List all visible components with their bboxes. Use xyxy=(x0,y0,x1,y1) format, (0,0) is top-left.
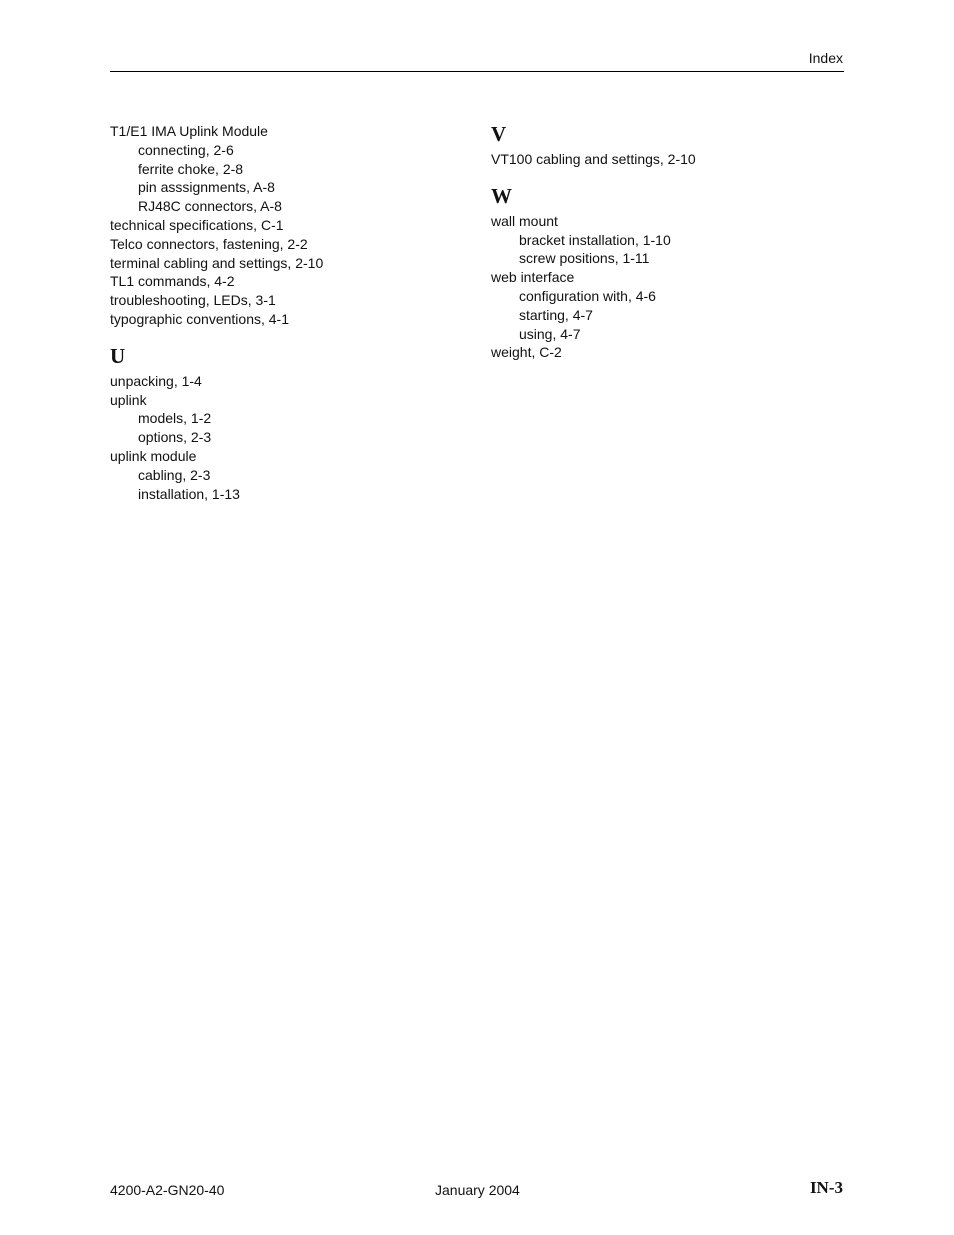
index-subentry: connecting, 2-6 xyxy=(138,141,234,158)
index-subentry: cabling, 2-3 xyxy=(138,466,211,483)
index-entry: troubleshooting, LEDs, 3-1 xyxy=(110,292,276,309)
section-letter: V xyxy=(491,122,507,146)
index-entry: technical specifications, C-1 xyxy=(110,216,284,233)
running-header: Index xyxy=(808,50,843,66)
header-rule xyxy=(110,71,844,72)
section-letter: W xyxy=(491,183,512,208)
index-entry: unpacking, 1-4 xyxy=(110,372,202,389)
index-section xyxy=(110,122,470,329)
index-subentry: using, 4-7 xyxy=(519,325,581,342)
index-section xyxy=(491,122,851,169)
index-entry: T1/E1 IMA Uplink Module xyxy=(110,123,268,139)
index-entry: wall mount xyxy=(491,212,558,229)
index-column-right xyxy=(491,122,851,377)
index-subentry: bracket installation, 1-10 xyxy=(519,231,671,248)
index-subentry: installation, 1-13 xyxy=(138,485,240,502)
index-entry: terminal cabling and settings, 2-10 xyxy=(110,254,324,271)
index-entry: typographic conventions, 4-1 xyxy=(110,310,289,327)
index-subentry: RJ48C connectors, A-8 xyxy=(138,198,282,215)
index-subentry: screw positions, 1-11 xyxy=(519,250,650,267)
index-entry: web interface xyxy=(491,269,575,286)
index-column-left xyxy=(110,122,470,518)
index-entry: Telco connectors, fastening, 2-2 xyxy=(110,235,308,252)
footer-page-number: IN-3 xyxy=(809,1178,843,1197)
index-subentry: pin asssignments, A-8 xyxy=(138,179,275,196)
index-subentry: options, 2-3 xyxy=(138,429,212,446)
index-subentry: configuration with, 4-6 xyxy=(519,287,656,304)
index-section xyxy=(110,344,470,504)
index-subentry: ferrite choke, 2-8 xyxy=(138,160,244,177)
index-subentry: models, 1-2 xyxy=(138,410,212,427)
footer-date: January 2004 xyxy=(435,1182,520,1198)
index-subentry: starting, 4-7 xyxy=(519,306,593,323)
index-entry: uplink xyxy=(110,391,147,408)
index-entry: TL1 commands, 4-2 xyxy=(110,273,235,290)
index-entry: uplink module xyxy=(110,447,197,464)
index-entry: VT100 cabling and settings, 2-10 xyxy=(491,151,696,167)
section-letter: U xyxy=(110,343,126,368)
footer-doc-number: 4200-A2-GN20-40 xyxy=(110,1182,225,1198)
index-entry: weight, C-2 xyxy=(491,344,562,361)
index-section xyxy=(491,184,851,362)
